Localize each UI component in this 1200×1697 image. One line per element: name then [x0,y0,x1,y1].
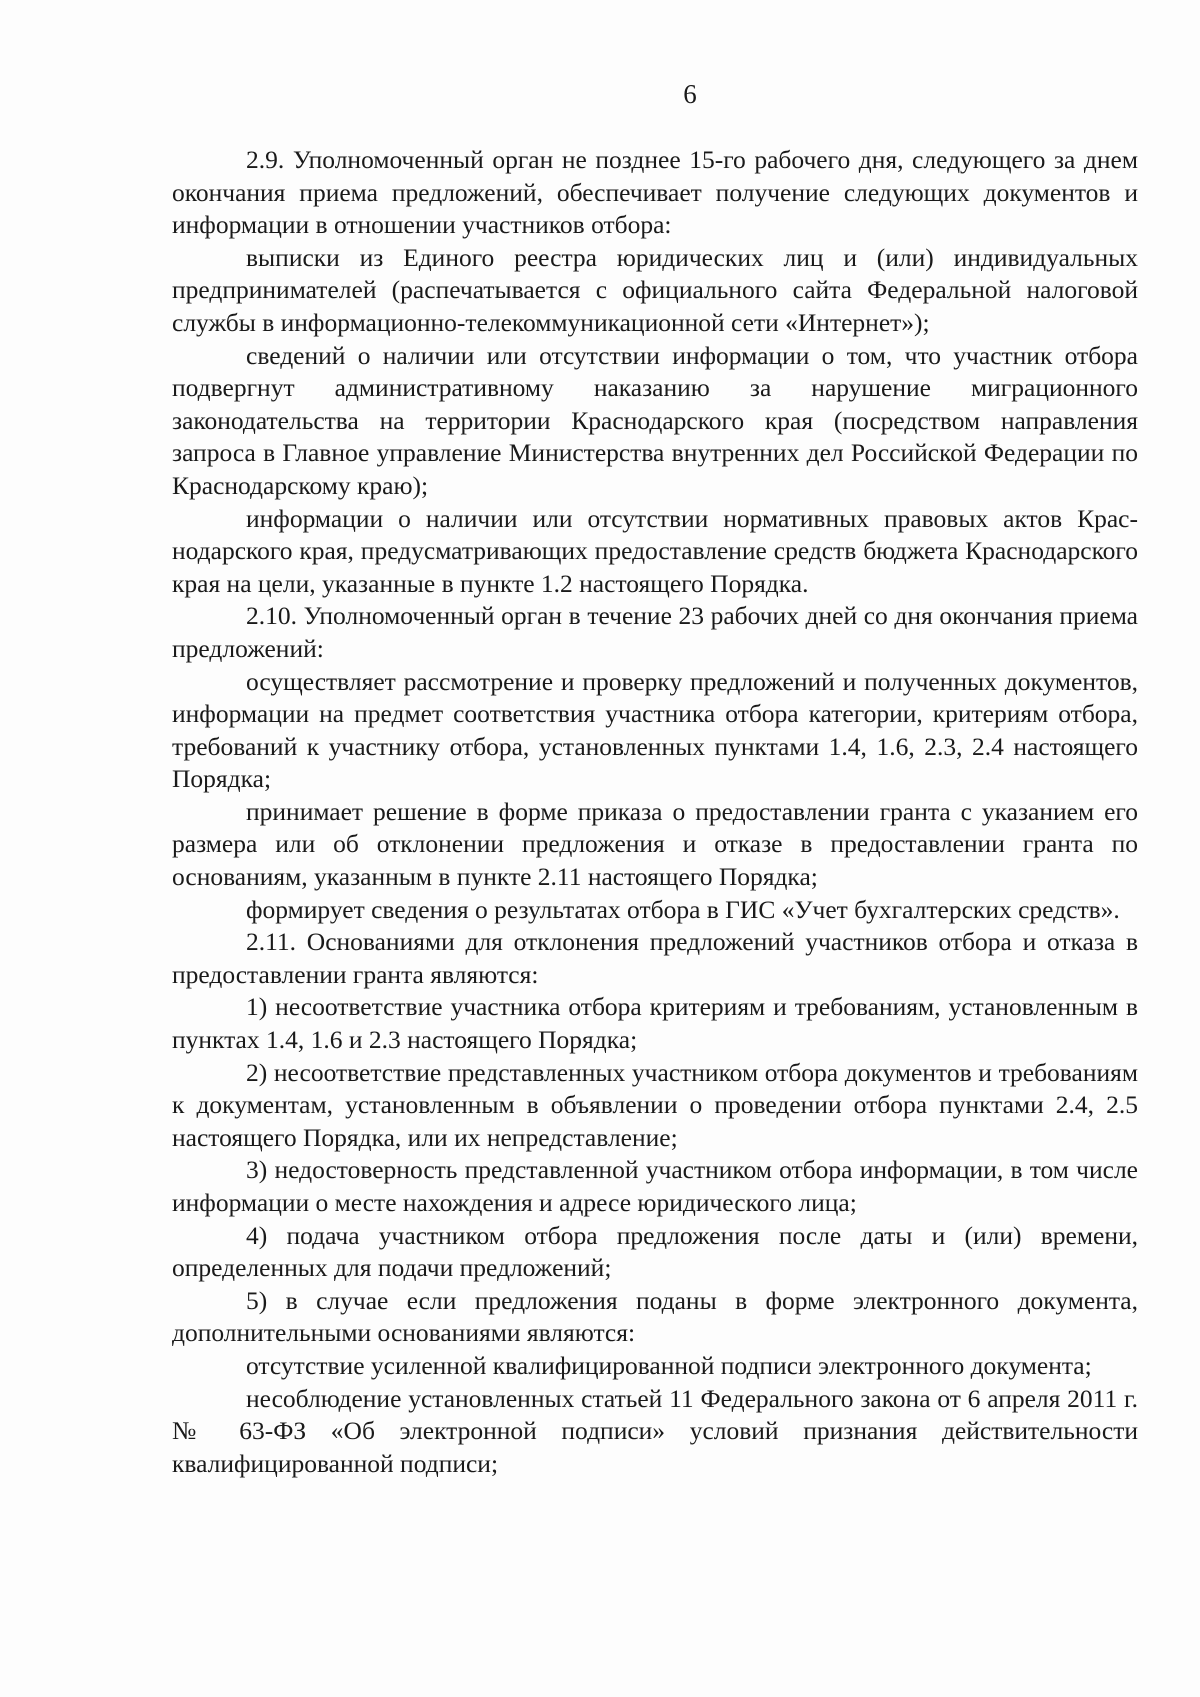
paragraph-2-11: 2.11. Основаниями для отклонения предложений участников отбора и отказа в предоставлении гранта являются: [172,927,1138,989]
paragraph-ground-5: 5) в случае если предложения поданы в форме электронного документа, дополнительными основаниями являются: [172,1285,1138,1348]
paragraph-no-signature: отсутствие усиленной квалифицированной подписи электронного документа; [246,1350,1092,1380]
document-body [172,144,1138,1480]
paragraph-grant-decision: принимает решение в форме приказа о предоставлении гранта с указанием его размера или об отклонении предложения и отказе в предоставлении гранта по основаниям, указанным в пункте 2.11 настоящего Порядка; [172,796,1138,892]
paragraph-egrul-extract: выписки из Единого реестра юридических лиц и (или) индивидуальных предпринимателей (распечатывается с официального сайта Федеральной налоговой службы в информационно-телекоммуникационной сети «Интернет»); [172,242,1138,337]
page-number: 6 [683,79,697,109]
paragraph-ground-4: 4) подача участником отбора предложения после даты и (или) времени, определенных для подачи предложений; [172,1220,1138,1283]
paragraph-gis-results: формирует сведения о результатах отбора в ГИС «Учет бухгалтерских средств». [246,894,1120,924]
paragraph-ground-1: 1) несоответствие участника отбора критериям и требованиям, установленным в пунктах 1.4, 1.6 и 2.3 настоящего Порядка; [172,992,1138,1055]
paragraph-migration-info: сведений о наличии или отсутствии информации о том, что участник отбора подвергнут административному наказанию за нарушение миграционного законодательства на территории Краснодарского края (посредством направления запроса в Главное управление Министерства внутренних дел Российской Федерации по Краснодарскому краю); [172,340,1138,500]
paragraph-ground-3: 3) недостоверность представленной участником отбора информации, в том числе информации о месте нахождения и адресе юридического лица; [172,1155,1138,1217]
paragraph-signature-validity: несоблюдение установленных статьей 11 Федерального закона от 6 апреля 2011 г. № 63-ФЗ «Об электронной подписи» условий признания действительности квалифицированной подписи; [172,1383,1138,1478]
paragraph-review-proposals: осуществляет рассмотрение и проверку предложений и полученных документов, информации на предмет соответствия участника отбора категории, критериям отбора, требований к участнику отбора, установленных пунктами 1.4, 1.6, 2.3, 2.4 настоящего Порядка; [172,666,1138,794]
paragraph-legal-acts-info: информации о наличии или отсутствии нормативных правовых актов Краснодарского края, предусматривающих предоставление средств бюджета Краснодарского края на цели, указанные в пункте 1.2 настоящего Порядка. [172,503,1138,598]
paragraph-2-9: 2.9. Уполномоченный орган не позднее 15-го рабочего дня, следующего за днем окончания приема предложений, обеспечивает получение следующих документов и информации в отношении участников отбора: [172,145,1138,240]
paragraph-ground-2: 2) несоответствие представленных участником отбора документов и требованиям к документам, установленным в объявлении о проведении отбора пунктами 2.4, 2.5 настоящего Порядка, или их непредставление; [172,1057,1138,1152]
paragraph-2-10: 2.10. Уполномоченный орган в течение 23 рабочих дней со дня окончания приема предложений: [172,601,1138,663]
